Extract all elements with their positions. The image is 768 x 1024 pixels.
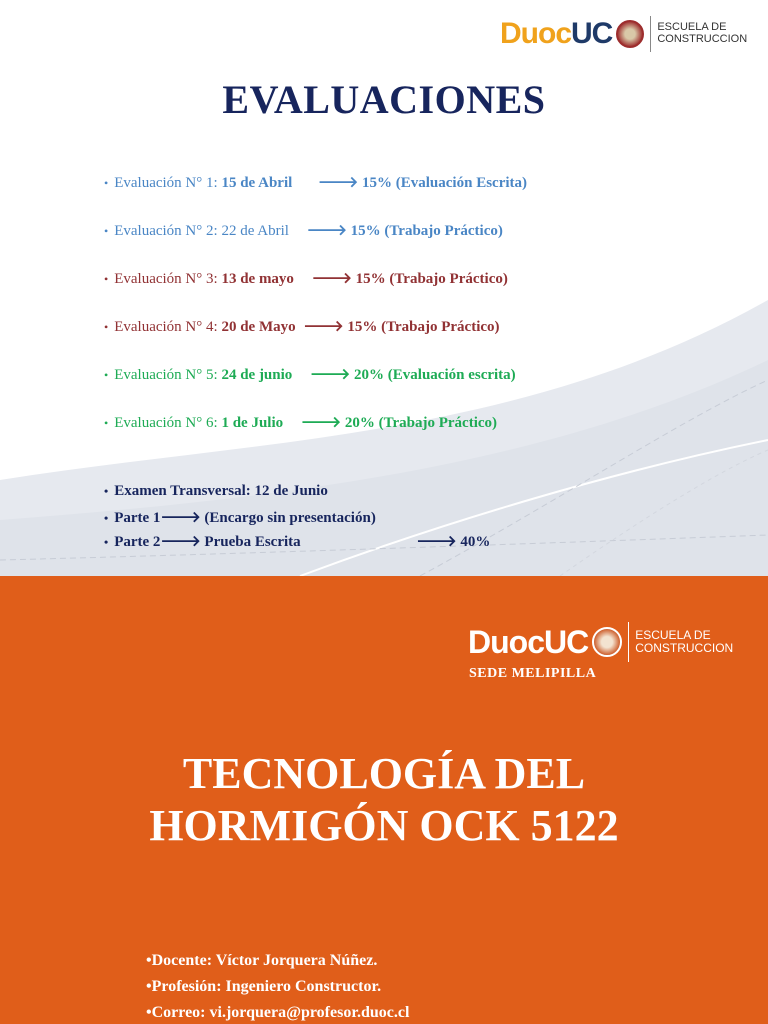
school-name	[657, 22, 747, 45]
evaluation-item	[104, 172, 527, 192]
exam-line	[104, 483, 328, 500]
arrow-right-icon: 🡒	[303, 319, 344, 335]
docente-line: •Docente: Víctor Jorquera Núñez.	[146, 952, 378, 969]
evaluation-date: 13 de mayo	[221, 271, 294, 287]
school-line-1: ESCUELA DE	[635, 628, 711, 643]
logo-divider	[628, 622, 629, 662]
school-line-2: CONSTRUCCION	[635, 641, 734, 655]
evaluation-date: 1 de Julio	[221, 415, 284, 431]
page-title: EVALUACIONES	[222, 77, 546, 122]
bullet-icon: •	[104, 224, 109, 238]
course-title-line-2: HORMIGÓN OCK 5122	[149, 801, 619, 850]
evaluation-item	[104, 316, 500, 336]
part-description: (Encargo sin presentación)	[204, 510, 376, 526]
duoc-uc-logo	[500, 14, 747, 54]
evaluation-date: 20 de Mayo	[221, 319, 296, 335]
bullet-icon: •	[104, 416, 109, 430]
bullet-icon: •	[104, 368, 109, 382]
evaluation-item	[104, 268, 508, 288]
evaluation-label: Evaluación N° 1:	[114, 175, 218, 191]
part-description: Prueba Escrita	[204, 534, 301, 550]
evaluation-label: Evaluación N° 6:	[114, 415, 218, 431]
bullet-icon: •	[104, 272, 109, 286]
bullet-icon: •	[104, 535, 109, 549]
arrow-right-icon: 🡒	[416, 534, 457, 550]
evaluation-date: 15 de Abril	[221, 175, 293, 191]
bullet-icon: •	[104, 511, 109, 525]
arrow-right-icon: 🡒	[160, 534, 201, 550]
profesion-line: •Profesión: Ingeniero Constructor.	[146, 978, 382, 995]
bullet-icon: •	[104, 320, 109, 334]
course-title-slide	[0, 576, 768, 1024]
evaluation-item	[104, 364, 516, 384]
evaluation-date: 24 de junio	[221, 367, 293, 383]
course-title-line-1: TECNOLOGÍA DEL	[182, 749, 586, 798]
evaluation-percent: 15% (Trabajo Práctico)	[347, 319, 500, 335]
evaluation-label: Evaluación N° 5:	[114, 367, 218, 383]
logo-divider	[650, 16, 651, 52]
evaluation-percent: 15% (Evaluación Escrita)	[362, 175, 528, 191]
exam-part-2	[104, 531, 490, 551]
arrow-right-icon: 🡒	[318, 175, 359, 191]
brand-duoc: Duoc	[468, 624, 544, 660]
arrow-right-icon: 🡒	[311, 271, 352, 287]
evaluation-percent: 20% (Trabajo Práctico)	[344, 415, 498, 431]
arrow-right-icon: 🡒	[306, 223, 347, 239]
arrow-right-icon: 🡒	[300, 415, 342, 431]
school-line-1: ESCUELA DE	[657, 21, 727, 34]
brand-uc: UC	[571, 17, 613, 50]
evaluation-percent: 15% (Trabajo Práctico)	[355, 271, 508, 287]
arrow-right-icon: 🡒	[160, 510, 201, 526]
campus-name: SEDE MELIPILLA	[469, 666, 597, 681]
evaluation-item	[104, 412, 497, 432]
evaluation-item	[104, 220, 503, 240]
evaluation-label: Evaluación N° 2:	[114, 223, 218, 239]
university-seal-icon	[592, 627, 622, 657]
course-title	[0, 748, 768, 852]
correo-line: •Correo: vi.jorquera@profesor.duoc.cl	[146, 1004, 410, 1021]
brand-uc: UC	[544, 624, 589, 660]
school-name	[635, 629, 733, 654]
evaluation-label: Evaluación N° 3:	[114, 271, 218, 287]
duoc-uc-logo	[468, 620, 733, 664]
school-line-2: CONSTRUCCION	[657, 33, 748, 45]
part-label: Parte 2	[114, 534, 161, 550]
university-seal-icon	[616, 20, 644, 48]
evaluation-percent: 20% (Evaluación escrita)	[354, 367, 516, 383]
exam-title: Examen Transversal: 12 de Junio	[114, 483, 328, 499]
bullet-icon: •	[104, 176, 109, 190]
brand-duoc: Duoc	[500, 17, 571, 50]
evaluation-percent: 15% (Trabajo Práctico)	[350, 223, 503, 239]
part-label: Parte 1	[114, 510, 161, 526]
evaluation-date: 22 de Abril	[221, 223, 289, 239]
arrow-right-icon: 🡒	[310, 367, 351, 383]
exam-part-1	[104, 507, 376, 527]
bullet-icon: •	[104, 484, 109, 498]
evaluation-label: Evaluación N° 4:	[114, 319, 218, 335]
part-percent: 40%	[460, 534, 491, 550]
